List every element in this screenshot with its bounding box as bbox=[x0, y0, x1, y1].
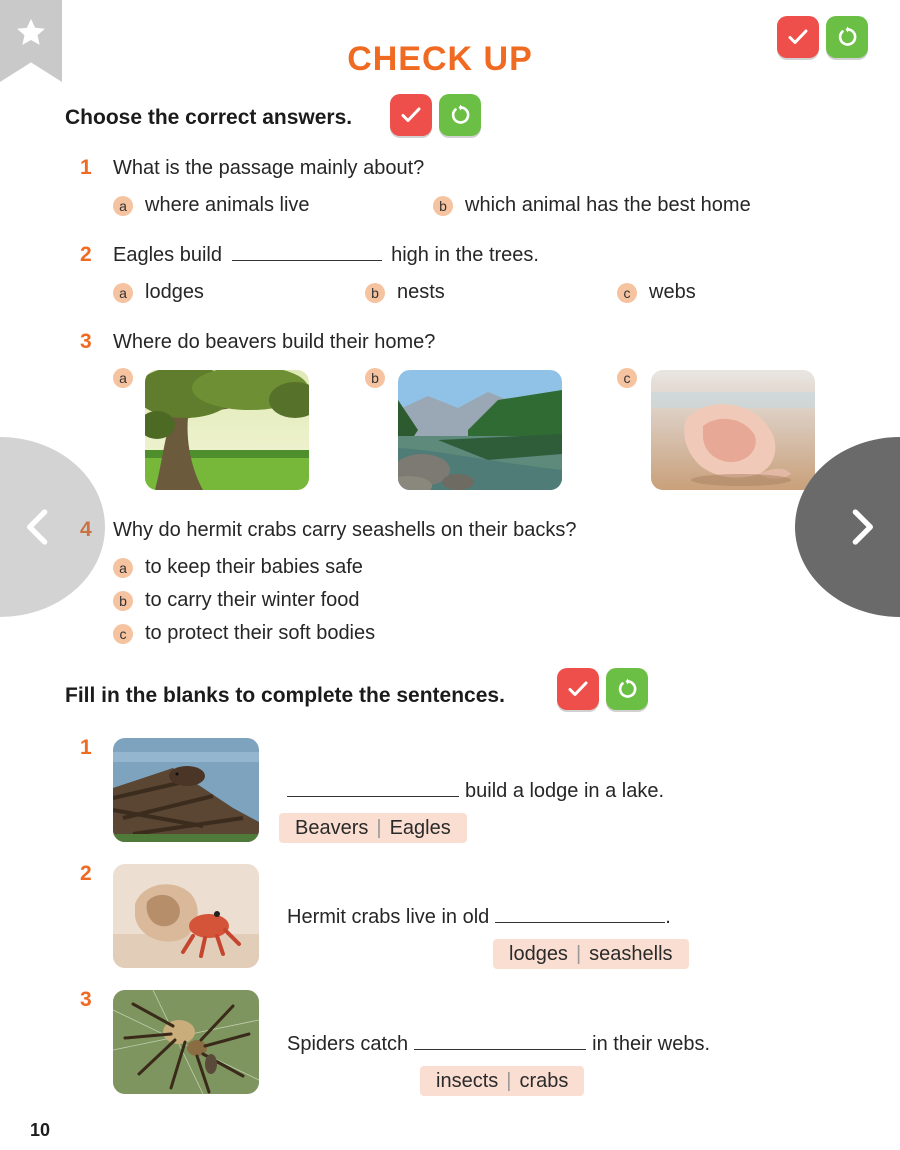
choice-divider: | bbox=[575, 942, 582, 965]
option-text: lodges bbox=[145, 281, 204, 303]
checkmark-icon bbox=[399, 103, 423, 127]
reset-section2-button[interactable] bbox=[606, 668, 648, 710]
checkmark-icon bbox=[786, 25, 810, 49]
sentence-text-after: . bbox=[665, 906, 671, 928]
option-letter: b bbox=[365, 283, 385, 303]
item-number: 3 bbox=[80, 988, 92, 1011]
option-2a[interactable] bbox=[113, 281, 204, 304]
option-text: which animal has the best home bbox=[465, 194, 751, 216]
choice-chip[interactable]: lodges bbox=[509, 942, 568, 965]
sentence-text-after: build a lodge in a lake. bbox=[465, 780, 665, 802]
answer-blank[interactable] bbox=[287, 780, 459, 797]
question-text: What is the passage mainly about? bbox=[113, 157, 425, 179]
fill-sentence-2 bbox=[287, 906, 671, 929]
question-text: Why do hermit crabs carry seashells on their backs? bbox=[113, 519, 577, 541]
section-heading-choose: Choose the correct answers. bbox=[65, 106, 353, 129]
previous-page-button[interactable] bbox=[0, 437, 105, 617]
option-letter: a bbox=[113, 283, 133, 303]
reset-section1-button[interactable] bbox=[439, 94, 481, 136]
choice-chip[interactable]: crabs bbox=[519, 1069, 569, 1092]
check-all-button[interactable] bbox=[777, 16, 819, 58]
beaver-image-frame bbox=[113, 738, 259, 842]
option-2b[interactable] bbox=[365, 281, 445, 304]
choice-chip[interactable]: seashells bbox=[589, 942, 673, 965]
sentence-text-before: Spiders catch bbox=[287, 1033, 409, 1055]
option-letter: a bbox=[113, 368, 133, 388]
chevron-right-icon bbox=[842, 507, 882, 547]
question-number: 3 bbox=[80, 330, 92, 353]
option-4c[interactable] bbox=[113, 622, 375, 645]
spider-image-frame bbox=[113, 990, 259, 1094]
option-letter: c bbox=[617, 368, 637, 388]
sentence-text-after: in their webs. bbox=[592, 1033, 711, 1055]
option-letter: b bbox=[433, 196, 453, 216]
option-text: to protect their soft bodies bbox=[145, 622, 376, 644]
spider-image bbox=[113, 990, 259, 1094]
question-number: 1 bbox=[80, 156, 92, 179]
seashell-image bbox=[651, 370, 815, 490]
option-letter: b bbox=[365, 368, 385, 388]
question-number: 2 bbox=[80, 243, 92, 266]
choice-chip[interactable]: Eagles bbox=[389, 816, 451, 839]
fill-sentence-1 bbox=[287, 780, 664, 803]
beaver-image bbox=[113, 738, 259, 842]
choice-divider: | bbox=[376, 816, 382, 839]
option-letter: c bbox=[617, 283, 637, 303]
tree-image bbox=[145, 370, 309, 490]
word-choices bbox=[279, 813, 467, 843]
check-section1-button[interactable] bbox=[390, 94, 432, 136]
answer-blank[interactable] bbox=[414, 1033, 586, 1050]
option-4b[interactable] bbox=[113, 589, 360, 612]
page-number: 10 bbox=[30, 1120, 51, 1140]
word-choices bbox=[493, 939, 689, 969]
sentence-text-before: Hermit crabs live in old bbox=[287, 906, 490, 928]
answer-blank[interactable] bbox=[495, 906, 665, 923]
choice-chip[interactable]: Beavers bbox=[295, 816, 369, 839]
option-1b[interactable] bbox=[433, 194, 751, 217]
check-section2-button[interactable] bbox=[557, 668, 599, 710]
question-text-before: Eagles build bbox=[113, 244, 222, 266]
option-letter: b bbox=[113, 591, 133, 611]
reset-icon bbox=[448, 103, 472, 127]
option-3b-river-image[interactable] bbox=[398, 370, 562, 490]
option-text: where animals live bbox=[145, 194, 310, 216]
option-letter: a bbox=[113, 558, 133, 578]
option-text: nests bbox=[397, 281, 445, 303]
option-letter: c bbox=[113, 624, 133, 644]
item-number: 1 bbox=[80, 736, 92, 759]
section-heading-fill: Fill in the blanks to complete the sentences. bbox=[65, 684, 505, 707]
reset-icon bbox=[835, 25, 859, 49]
option-2c[interactable] bbox=[617, 281, 696, 304]
question-text: Where do beavers build their home? bbox=[113, 331, 436, 353]
checkmark-icon bbox=[566, 677, 590, 701]
choice-chip[interactable]: insects bbox=[436, 1069, 499, 1092]
option-text: webs bbox=[649, 281, 696, 303]
answer-blank[interactable] bbox=[232, 244, 382, 261]
question-number: 4 bbox=[80, 518, 92, 541]
choice-divider: | bbox=[506, 1069, 512, 1092]
fill-sentence-3 bbox=[287, 1033, 710, 1056]
reset-all-button[interactable] bbox=[826, 16, 868, 58]
option-4a[interactable] bbox=[113, 556, 363, 579]
question-text-after: high in the trees. bbox=[391, 244, 539, 266]
question-text bbox=[113, 244, 539, 267]
option-text: to carry their winter food bbox=[145, 589, 360, 611]
option-3a-tree-image[interactable] bbox=[145, 370, 309, 490]
option-1a[interactable] bbox=[113, 194, 310, 217]
hermit-crab-image bbox=[113, 864, 259, 968]
option-3c-seashell-image[interactable] bbox=[651, 370, 815, 490]
chevron-left-icon bbox=[18, 507, 58, 547]
page-title: CHECK UP bbox=[347, 40, 533, 78]
river-image bbox=[398, 370, 562, 490]
option-text: to keep their babies safe bbox=[145, 556, 363, 578]
item-number: 2 bbox=[80, 862, 92, 885]
option-letter: a bbox=[113, 196, 133, 216]
hermit-crab-image-frame bbox=[113, 864, 259, 968]
reset-icon bbox=[615, 677, 639, 701]
word-choices bbox=[420, 1066, 584, 1096]
